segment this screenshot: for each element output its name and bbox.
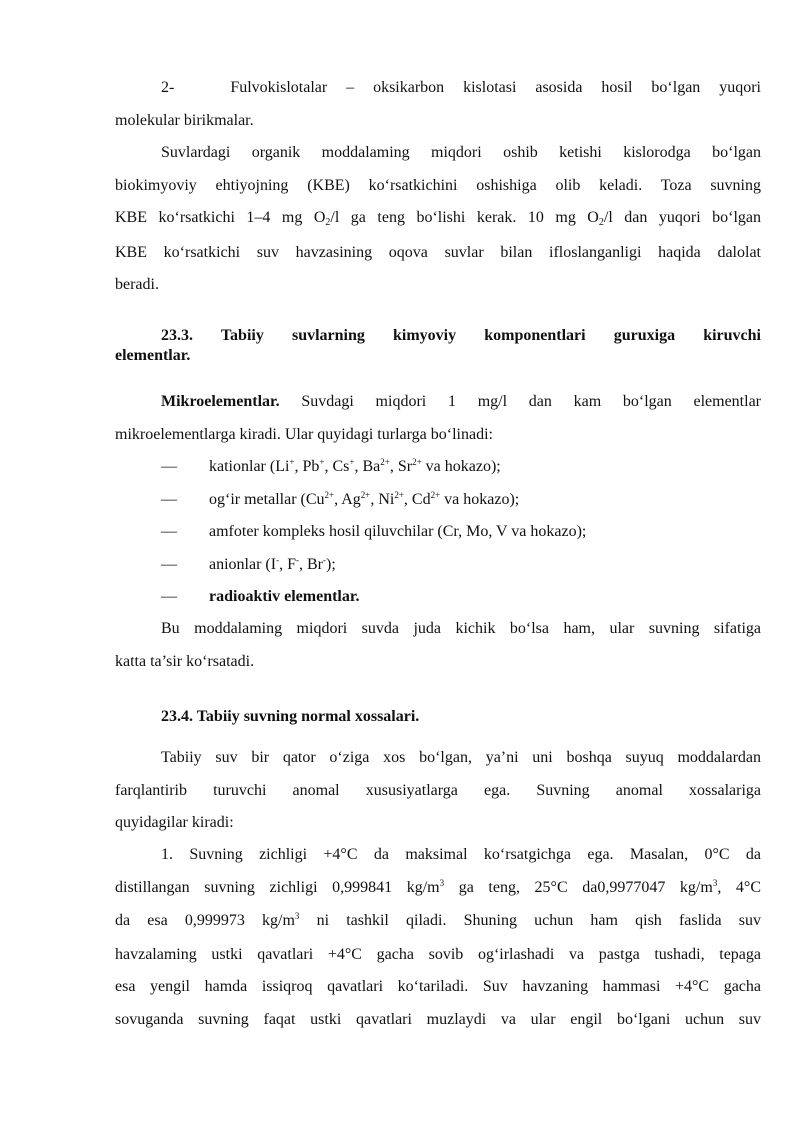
paragraph-line: biokimyoviy ehtiyojning (KBE) ko‘rsatkichini oshishiga olib keladi. Toza suvning [115, 176, 761, 194]
paragraph-line: Bu moddalaming miqdori suvda juda kichik bo‘lsa ham, ular suvning sifatiga [161, 620, 761, 637]
list-item-2 [115, 72, 761, 137]
text-span-bold: radioaktiv elementlar. [209, 588, 360, 605]
text-span: anionlar (I [209, 556, 277, 573]
paragraph-line: beradi. [115, 276, 159, 293]
text-span: , Cd [403, 491, 431, 508]
superscript: 2+ [412, 457, 422, 467]
superscript: - [276, 555, 280, 565]
text-span: kationlar (Li [209, 458, 290, 475]
section-heading-23-4 [115, 707, 761, 727]
paragraph-line [115, 386, 761, 419]
term-bold: Mikroelementlar. [161, 393, 280, 410]
superscript: 2+ [394, 490, 404, 500]
text-span: , Ni [370, 491, 395, 508]
paragraph-line: mikroelementlarga kiradi. Ular quyidagi turlarga bo‘linadi: [115, 425, 493, 443]
dash-marker: — [161, 523, 177, 540]
text-span: og‘ir metallar (Cu [209, 491, 325, 508]
bullet-item-cations [161, 451, 761, 485]
bullet-item-amphoteric [161, 516, 761, 549]
paragraph-microelements [115, 386, 761, 451]
list-item-2-line-2: molekular birikmalar. [115, 111, 254, 129]
superscript: 3 [712, 877, 718, 888]
list-item-text: Fulvokislotalar – oksikarbon kislotasi asosida hosil bo‘lgan yuqori [230, 79, 761, 96]
paragraph-line: havzalaming ustki qavatlari +4°C gacha sovib og‘irlashadi va pastga tushadi, tepaga [115, 945, 761, 963]
superscript: + [319, 457, 325, 467]
heading-line: elementlar. [115, 347, 191, 364]
paragraph-line [115, 872, 761, 906]
heading-line: 23.3. Tabiiy suvlarning kimyoviy komponentlari guruxiga kiruvchi [161, 327, 761, 344]
bullet-item-radioactive [161, 581, 761, 614]
paragraph-line [115, 905, 761, 939]
paragraph-line: KBE ko‘rsatkichi suv havzasining oqova suvlar bilan ifloslanganligi haqida dalolat [115, 243, 761, 261]
list-item-2-line-1 [115, 72, 761, 105]
paragraph-density [115, 839, 761, 1036]
dash-marker: — [161, 556, 177, 573]
superscript: 2+ [380, 457, 390, 467]
text-span: va hokazo); [440, 491, 520, 508]
paragraph-line: quyidagilar kiradi: [115, 814, 234, 831]
text-span: ni tashkil qiladi. Shuning uchun ham qish faslida suv [299, 912, 761, 929]
paragraph-line [115, 202, 761, 237]
superscript: + [349, 457, 355, 467]
superscript: 2+ [430, 490, 441, 500]
paragraph-organic [115, 137, 761, 302]
text-span: da esa 0,999973 kg/m [115, 912, 295, 929]
paragraph-line: katta ta’sir ko‘rsatadi. [115, 652, 255, 670]
text-span: , Cs [324, 458, 350, 475]
text-span: ga teng, 25°C da0,9977047 kg/m [444, 878, 713, 896]
superscript: 2+ [360, 490, 371, 500]
superscript: - [295, 555, 299, 565]
text-span: amfoter kompleks hosil qiluvchilar (Cr, Mo, V va hokazo); [209, 523, 587, 540]
text-span: , Ag [334, 491, 361, 508]
list-item-number: 2- [161, 79, 175, 96]
paragraph-line: Tabiiy suv bir qator o‘ziga xos bo‘lgan, ya’ni uni boshqa suyuq moddalardan [161, 749, 761, 766]
paragraph-anomalous [115, 742, 761, 840]
text-span: Suvdagi miqdori 1 mg/l dan kam bo‘lgan elementlar [279, 393, 761, 410]
dash-marker: — [161, 491, 177, 508]
text-span: , Sr [389, 458, 413, 475]
text-span: KBE ko‘rsatkichi 1–4 mg O [115, 209, 326, 226]
dash-marker: — [161, 458, 177, 475]
text-span: distillangan suvning zichligi 0,999841 kg/m [115, 878, 440, 896]
text-span: , Pb [294, 458, 320, 475]
text-span: va hokazo); [421, 458, 501, 475]
paragraph-line: farqlantirib turuvchi anomal xususiyatlarga ega. Suvning anomal xossalariga [115, 781, 761, 799]
bullet-item-heavy-metals [161, 484, 761, 518]
text-span: , Br [298, 556, 323, 573]
paragraph-line: esa yengil hamda issiqroq qavatlari ko‘tariladi. Suv havzaning hammasi +4°C gacha [115, 978, 761, 995]
paragraph-line: 1. Suvning zichligi +4°C da maksimal ko‘rsatgichga ega. Masalan, 0°C da [161, 846, 761, 863]
superscript: + [289, 457, 295, 467]
bullet-item-anions [161, 549, 761, 583]
superscript: 3 [294, 911, 300, 921]
paragraph-line: sovuganda suvning faqat ustki qavatlari muzlaydi va ular engil bo‘lgani uchun suv [115, 1010, 761, 1028]
subscript: 2 [325, 217, 331, 228]
dash-marker: — [161, 588, 177, 605]
text-span: /l ga teng bo‘lishi kerak. 10 mg O [330, 209, 599, 226]
paragraph-line: Suvlardagi organik moddalaming miqdori oshib ketishi kislorodga bo‘lgan [161, 144, 761, 161]
text-span: , Ba [354, 458, 381, 475]
paragraph-small-amount [115, 613, 761, 678]
superscript: 3 [439, 877, 445, 888]
section-heading-23-3 [115, 326, 761, 366]
text-span: , 4°C [717, 878, 761, 896]
superscript: 2+ [324, 490, 335, 500]
text-span: ); [325, 556, 336, 573]
text-span: /l dan yuqori bo‘lgan [603, 209, 762, 226]
text-span: , F [279, 556, 296, 573]
superscript: - [322, 555, 326, 565]
heading-line: 23.4. Tabiiy suvning normal xossalari. [161, 708, 420, 725]
subscript: 2 [598, 217, 604, 228]
